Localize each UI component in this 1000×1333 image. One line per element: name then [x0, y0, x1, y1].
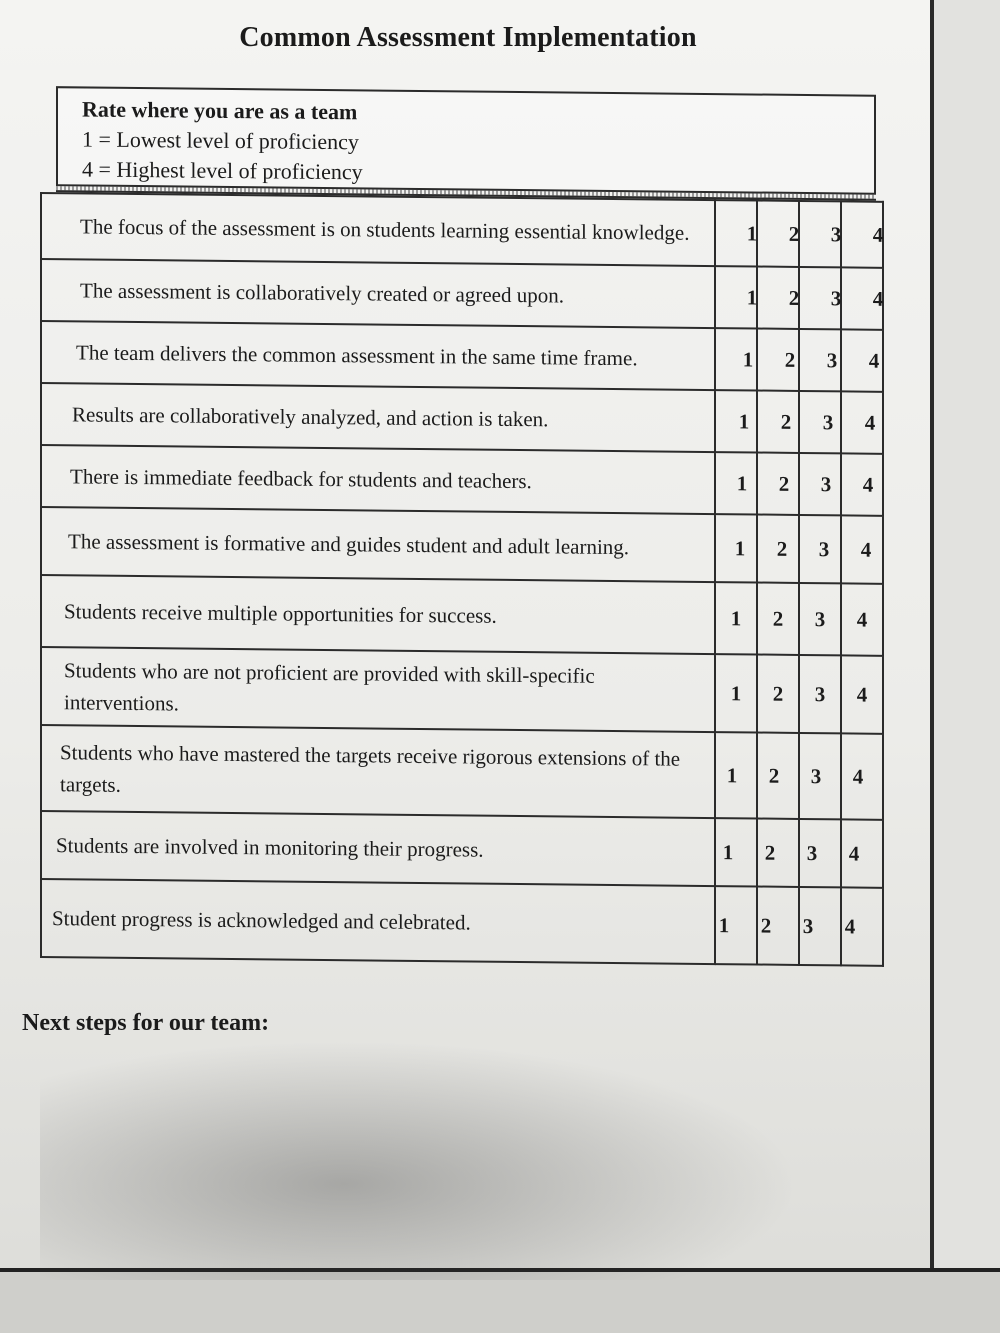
statement-row	[57, 259, 899, 330]
rating-option-4[interactable]: 4	[853, 330, 895, 392]
assessment-form	[40, 86, 900, 967]
rating-option-3[interactable]: 3	[815, 267, 857, 329]
rating-option-4[interactable]: 4	[847, 453, 889, 515]
rating-option-4[interactable]: 4	[841, 655, 883, 733]
page-border	[930, 0, 934, 1333]
statement-row	[29, 879, 871, 966]
page-margin	[934, 0, 1000, 1333]
rating-option-3[interactable]: 3	[803, 515, 845, 583]
rating-option-3[interactable]: 3	[815, 201, 857, 267]
rating-option-3[interactable]: 3	[799, 583, 841, 655]
rating-option-2[interactable]: 2	[757, 583, 799, 655]
rating-option-3[interactable]: 3	[811, 329, 853, 391]
statement-row	[57, 193, 899, 268]
rating-option-3[interactable]: 3	[805, 453, 847, 515]
rating-option-4[interactable]: 4	[857, 268, 899, 330]
rating-option-3[interactable]: 3	[787, 887, 829, 965]
statement-text: The focus of the assessment is on students learning essential knowledge.	[57, 193, 731, 266]
scale-low-label: 1 = Lowest level of proficiency	[82, 126, 359, 155]
rating-option-2[interactable]: 2	[745, 886, 787, 964]
rating-option-4[interactable]: 4	[841, 583, 883, 655]
hand-shadow	[40, 1040, 800, 1280]
statement-row	[33, 811, 875, 888]
rating-option-2[interactable]: 2	[773, 267, 815, 329]
rating-option-4[interactable]: 4	[849, 391, 891, 453]
statement-row	[53, 321, 895, 392]
rating-option-4[interactable]: 4	[837, 733, 879, 819]
statement-text: Students receive multiple opportunities for success.	[41, 575, 715, 654]
statement-row	[49, 383, 891, 454]
rating-option-2[interactable]: 2	[769, 329, 811, 391]
rating-option-2[interactable]: 2	[757, 655, 799, 733]
rating-option-1[interactable]: 1	[731, 266, 773, 328]
rating-option-2[interactable]: 2	[753, 732, 795, 818]
page-title: Common Assessment Implementation	[239, 22, 697, 53]
statement-text: Student progress is acknowledged and celebrated.	[29, 879, 703, 964]
rating-option-2[interactable]: 2	[761, 515, 803, 583]
underlying-surface	[0, 1272, 1000, 1333]
statement-text: The assessment is formative and guides student and adult learning.	[45, 507, 719, 582]
statement-text: Results are collaboratively analyzed, and action is taken.	[49, 383, 723, 452]
statement-text: Students who are not proficient are provided with skill-specific interventions.	[41, 647, 715, 732]
rating-option-1[interactable]: 1	[715, 654, 757, 732]
rating-option-1[interactable]: 1	[719, 514, 761, 582]
statement-row	[41, 575, 883, 656]
statement-row	[41, 647, 883, 734]
statement-row	[47, 445, 889, 516]
rating-option-4[interactable]: 4	[829, 887, 871, 965]
statement-text: Students are involved in monitoring their progress.	[33, 811, 707, 886]
rating-option-3[interactable]: 3	[799, 655, 841, 733]
rating-option-1[interactable]: 1	[727, 328, 769, 390]
rating-option-1[interactable]: 1	[711, 732, 753, 818]
rating-option-1[interactable]: 1	[731, 200, 773, 266]
rating-option-1[interactable]: 1	[707, 818, 749, 886]
page-bottom-border	[0, 1268, 1000, 1272]
statement-row	[37, 725, 879, 820]
rating-instructions	[56, 86, 876, 195]
rating-option-3[interactable]: 3	[791, 819, 833, 887]
rating-table	[40, 192, 884, 967]
instructions-heading: Rate where you are as a team	[82, 96, 358, 125]
rating-option-4[interactable]: 4	[857, 202, 899, 268]
rating-option-2[interactable]: 2	[773, 201, 815, 267]
rating-option-4[interactable]: 4	[833, 819, 875, 887]
rating-option-1[interactable]: 1	[703, 886, 745, 964]
statement-text: Students who have mastered the targets receive rigorous extensions of the targets.	[37, 725, 711, 818]
statement-text: There is immediate feedback for students and teachers.	[47, 445, 721, 514]
rating-option-3[interactable]: 3	[795, 733, 837, 819]
rating-option-2[interactable]: 2	[763, 453, 805, 515]
rating-option-2[interactable]: 2	[765, 391, 807, 453]
rating-option-4[interactable]: 4	[845, 515, 887, 583]
statement-text: The team delivers the common assessment in the same time frame.	[53, 321, 727, 390]
rating-option-1[interactable]: 1	[715, 582, 757, 654]
statement-text: The assessment is collaboratively created or agreed upon.	[57, 259, 731, 328]
rating-option-2[interactable]: 2	[749, 818, 791, 886]
scale-high-label: 4 = Highest level of proficiency	[82, 156, 363, 185]
rating-option-3[interactable]: 3	[807, 391, 849, 453]
next-steps-label: Next steps for our team:	[22, 1010, 270, 1036]
rating-option-1[interactable]: 1	[723, 390, 765, 452]
rating-option-1[interactable]: 1	[721, 452, 763, 514]
statement-row	[45, 507, 887, 584]
